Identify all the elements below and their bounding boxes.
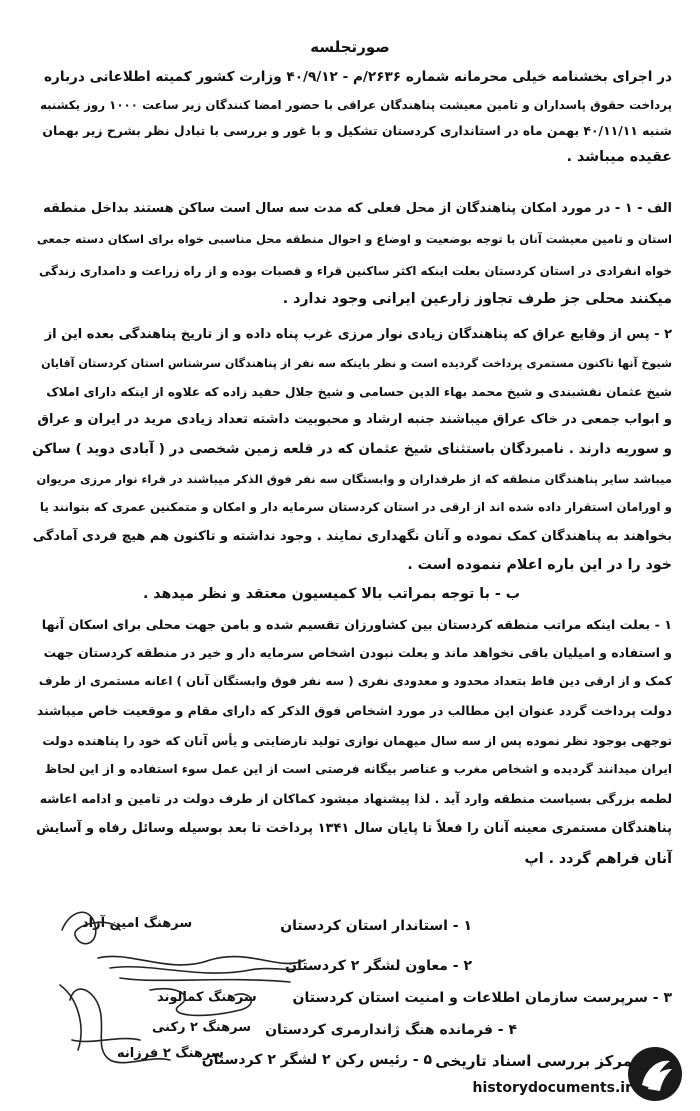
signatory-title: ۲ - معاون لشگر ۲ کردستان [285,958,472,974]
document-line: ۱ - بعلت اینکه مراتب منطقه کردستان بین کشاورزان تقسیم شده و بامن جهت محلی برای اسکان آنها [41,617,672,632]
signatory-row [32,990,672,1020]
document-line: میکنند محلی جز طرف تجاوز زارعین ایرانی وجود ندارد . [282,291,672,307]
document-line: کمک و از ارقی دین فاط بتعداد محدود و معدودی نفری ( سه نفر فوق وابستگان آنان ) اعانه مستمری از طرف [38,674,672,688]
document-line: ب - با توجه بمراتب بالا کمیسیون معتقد و نظر میدهد . [142,586,520,602]
signatory-row [32,958,672,988]
document-line: خواه انفرادی در استان کردستان بعلت اینکه اکثر ساکنین قراء و قصبات بوده و از راه زراعت و دامداری زندگی [39,264,672,278]
document-line: ایران میدانند گردیده و اشخاص مغرب و عناصر بیگانه فرصتی است از این عمل سوء استفاده و از این لحاظ [44,762,672,776]
document-line: و اورامان استقرار داده شده اند از ارقی در استان کردستان سرمایه دار و امکان و متمکنین عمری که بتوانند یا [39,500,672,514]
signatory-title: ۴ - فرمانده هنگ ژاندارمری کردستان [265,1022,517,1038]
document-line: در اجرای بخشنامه خیلی محرمانه شماره ۲۶۳۶/م - ۴۰/۹/۱۲ وزارت کشور کمیته اطلاعاتی درباره [43,69,672,85]
signatory-title: ۳ - سرپرست سازمان اطلاعات و امنیت استان کردستان [292,990,672,1006]
signatory-row [32,918,672,948]
signatory-name: سرهنگ ۲ فرزانه [117,1046,224,1061]
document-line: شنبه ۴۰/۱۱/۱۱ بهمن ماه در استانداری کردستان تشکیل و با غور و بررسی با تبادل نظر بشرح زیر بهمان [42,123,672,138]
signatory-name: سرهنگ ۲ رکنی [152,1020,251,1035]
archive-url: historydocuments.ir [472,1080,632,1096]
document-line: خود را در این باره اعلام ننموده است . [407,557,672,573]
document-line: شیخ عثمان نقشبندی و شیخ محمد بهاء الدین حسامی و شیخ جلال حفید زاده که علاوه از اینکه دارای املاک [46,385,672,399]
document-line: عقیده میباشد . [566,149,672,165]
document-line: استان و تامین معیشت آنان با توجه بوضعیت و اوضاع و احوال منطقه محل مناسبی خواه برای اسکان دسته جمعی [36,232,672,246]
document-line: لطمه بزرگی بسیاست منطقه وارد آید . لذا پیشنهاد میشود کماکان از طرف دولت در تامین و ادامه اعاشه [39,791,672,806]
signatory-name: سرهنگ امین آزاد [82,916,193,931]
document-line: دولت پرداخت گردد عنوان این مطالب در مورد اشخاص فوق الذکر که دارای مقام و موقعیت خاص میباشند [36,703,672,718]
document-line: الف - ۱ - در مورد امکان پناهندگان از محل فعلی که مدت سه سال است ساکن هستند بداخل منطقه [43,201,672,216]
signatory-title: ۵ - رئیس رکن ۲ لشگر ۲ کردستان [201,1052,432,1068]
signatory-title: ۱ - استاندار استان کردستان [280,918,472,934]
document-line: شیوخ آنها تاکنون مستمری پرداخت گردیده است و نظر باینکه سه نفر از پناهندگان سرشناس استان کردستان آقایان [41,357,672,370]
document-line: و سوریه دارند . نامبردگان باستثنای شیخ عثمان که در قلعه زمین شخصی در ( آبادی دوید ) ساکن [32,441,672,457]
document-line: ۲ - پس از وقایع عراق که پناهندگان زیادی نوار مرزی غرب پناه داده و از تاریخ پناهندگی بعده این از [44,327,672,342]
document-title: صورتجلسه [310,38,390,56]
archive-logo-icon [626,1045,684,1103]
document-line: پرداخت حقوق پاسداران و تامین معیشت پناهندگان عراقی با حضور امضا کنندگان زیر ساعت ۱۰۰۰ روز یکشنبه [39,98,672,112]
document-line: و ابواب جمعی در خاک عراق میباشند جنبه ارشاد و محبوبیت داشته تعداد زیادی مرید در ایران و عراق [37,412,672,427]
archive-name: مرکز بررسی اسناد تاریخی [435,1052,632,1070]
document-line: توجهی بوجود نظر نموده پس از سه سال میهمان نوازی تولید نارضایتی و یأس آنان که خود را پناهنده دولت [42,734,672,748]
signatory-name: سرهنگ کمالوند [157,990,257,1005]
document-line: پناهندگان مستمری معینه آنان را فعلاً تا پایان سال ۱۳۴۱ پرداخت تا بعد بوسیله وسائل رفاه و آسایش [36,821,672,836]
document-line: بخواهند به پناهندگان کمک نموده و آنان نگهداری نمایند . وجود نداشته و تاکنون هم هیچ فردی آمادگی [32,529,672,544]
document-line: میباشد سایر پناهندگان منطقه که از طرفداران و وابستگان سه نفر فوق الذکر میباشند در قراء نوار مرزی مریوان [36,472,672,486]
document-line: آنان فراهم گردد . اپ [524,851,672,867]
document-line: و استفاده و امیلیان باقی نخواهد ماند و بعلت نبودن اشخاص سرمایه دار و خیر در منطقه کردستان جهت [43,645,672,660]
